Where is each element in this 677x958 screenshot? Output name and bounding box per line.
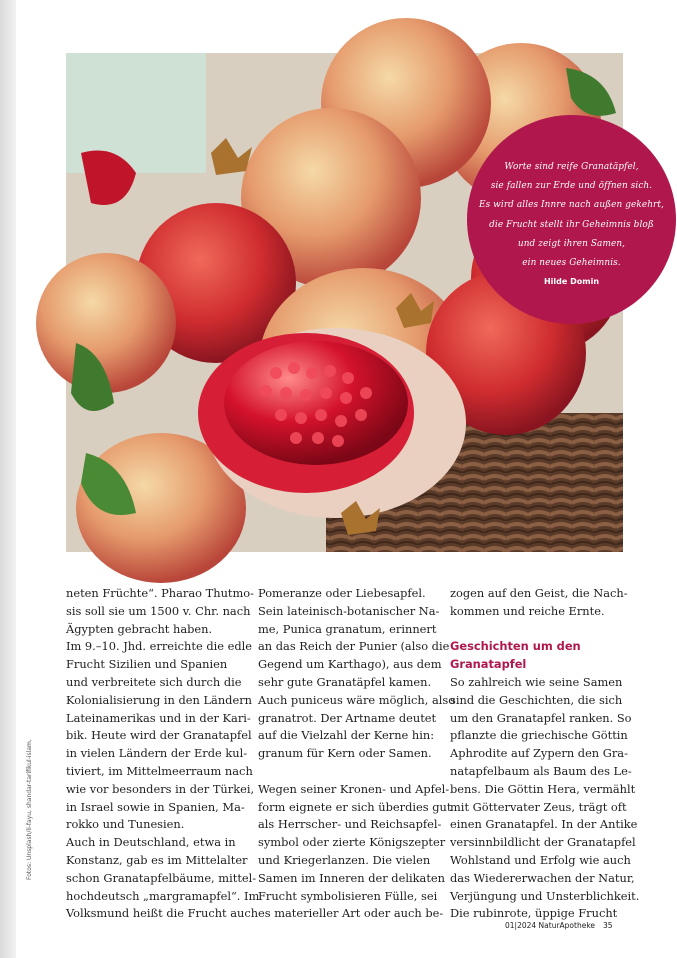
quote-line: ein neues Geheimnis.: [522, 258, 621, 269]
body-line: Lateinamerikas und in der Kari-: [66, 710, 251, 725]
body-line: Im 9.–10. Jhd. erreichte die edle: [66, 639, 253, 654]
body-line: So zahlreich wie seine Samen: [450, 674, 623, 689]
body-line: bens. Die Göttin Hera, vermählt: [450, 781, 636, 796]
body-line: sis soll sie um 1500 v. Chr. nach: [66, 603, 251, 618]
body-line: tiviert, im Mittelmeerraum nach: [66, 763, 253, 778]
body-line: pflanzte die griechische Göttin: [450, 728, 628, 743]
body-line: granum für Kern oder Samen.: [258, 746, 432, 761]
body-line: Aphrodite auf Zypern den Gra-: [450, 746, 628, 761]
body-line: versinnbildlicht der Granatapfel: [450, 835, 636, 850]
body-line: an das Reich der Punier (also die: [258, 639, 450, 654]
quote-text: [467, 158, 676, 273]
body-line: rokko und Tunesien.: [66, 817, 185, 832]
photo-credit: Fotos: Unsplash/li-fayu, shandar-tarifikul-islam,: [26, 739, 33, 880]
body-line: Verjüngung und Unsterblichkeit.: [450, 888, 640, 903]
body-line: in vielen Ländern der Erde kul-: [66, 746, 248, 761]
body-line: sehr gute Granatäpfel kamen.: [258, 674, 432, 689]
body-line: Sein lateinisch-botanischer Na-: [258, 603, 440, 618]
body-line: Gegend um Karthago), aus dem: [258, 657, 442, 672]
text-column-1: [66, 585, 260, 923]
body-line: und Kriegerlanzen. Die vielen: [258, 852, 431, 867]
quote-line: die Frucht stellt ihr Geheimnis bloß: [489, 219, 654, 230]
body-line: sind die Geschichten, die sich: [450, 692, 623, 707]
body-line: Kolonialisierung in den Ländern: [66, 692, 252, 707]
body-line: Samen im Inneren der delikaten: [258, 870, 445, 885]
body-line: Volksmund heißt die Frucht auch: [66, 906, 259, 921]
body-line: Frucht symbolisieren Fülle, sei: [258, 888, 438, 903]
page-spine-shadow: [0, 0, 16, 958]
body-line: in Israel sowie in Spanien, Ma-: [66, 799, 245, 814]
body-line: Auch puniceus wäre möglich, also: [258, 692, 456, 707]
body-line: Konstanz, gab es im Mittelalter: [66, 852, 248, 867]
body-line: und verbreitete sich durch die: [66, 674, 242, 689]
body-line: zogen auf den Geist, die Nach-: [450, 586, 628, 600]
body-line: bik. Heute wird der Granatapfel: [66, 728, 252, 743]
quote-line: und zeigt ihren Samen,: [517, 238, 626, 249]
body-line: Wegen seiner Kronen- und Apfel-: [258, 781, 450, 796]
body-line: um den Granatapfel ranken. So: [450, 710, 632, 725]
paragraph-gap: [258, 763, 440, 781]
body-line: Ägypten gebracht haben.: [66, 621, 213, 636]
body-line: neten Früchte“. Pharao Thutmo-: [66, 586, 254, 600]
body-line: form eignete er sich überdies gut: [258, 799, 452, 814]
body-line: schon Granatapfelbäume, mittel-: [66, 870, 257, 885]
quote-line: Worte sind reife Granatäpfel,: [504, 162, 639, 172]
page-footer: [505, 921, 613, 930]
text-column-3: [450, 585, 640, 923]
body-line: Auch in Deutschland, etwa in: [66, 835, 236, 850]
body-line: symbol oder zierte Königszepter: [258, 835, 446, 850]
body-line: Die rubinrote, üppige Frucht: [450, 906, 618, 921]
body-line: mit Göttervater Zeus, trägt oft: [450, 799, 627, 814]
text-column-2: [258, 585, 456, 923]
section-heading: Granatapfel: [450, 657, 527, 672]
quote-line: Es wird alles Innre nach außen gekehrt,: [479, 200, 664, 211]
section-heading: Geschichten um den: [450, 639, 581, 654]
body-line: me, Punica granatum, erinnert: [258, 621, 437, 636]
body-line: Wohlstand und Erfolg wie auch: [450, 852, 631, 867]
body-line: als Herrscher- und Reichsapfel-: [258, 817, 442, 832]
body-line: kommen und reiche Ernte.: [450, 603, 605, 618]
body-line: es materieller Art oder auch be-: [258, 906, 444, 921]
body-line: das Wiedererwachen der Natur,: [450, 870, 635, 885]
page-number: 35: [603, 921, 613, 930]
quote-author: Hilde Domin: [543, 277, 600, 286]
body-line: einen Granatapfel. In der Antike: [450, 817, 638, 832]
body-line: Frucht Sizilien und Spanien: [66, 657, 228, 672]
body-line: granatrot. Der Artname deutet: [258, 710, 437, 725]
body-line: Pomeranze oder Liebesapfel.: [258, 586, 426, 600]
quote-circle: [467, 115, 676, 324]
issue-label: 01|2024 NaturApotheke: [505, 921, 596, 930]
quote-line: sie fallen zur Erde und öffnen sich.: [490, 181, 653, 192]
body-line: auf die Vielzahl der Kerne hin:: [258, 728, 435, 743]
body-line: hochdeutsch „margramapfel“. Im: [66, 888, 260, 903]
pomegranate-photo: [66, 53, 664, 552]
body-line: wie vor besonders in der Türkei,: [66, 781, 255, 796]
paragraph-gap: [450, 621, 628, 639]
body-line: natapfelbaum als Baum des Le-: [450, 763, 632, 778]
